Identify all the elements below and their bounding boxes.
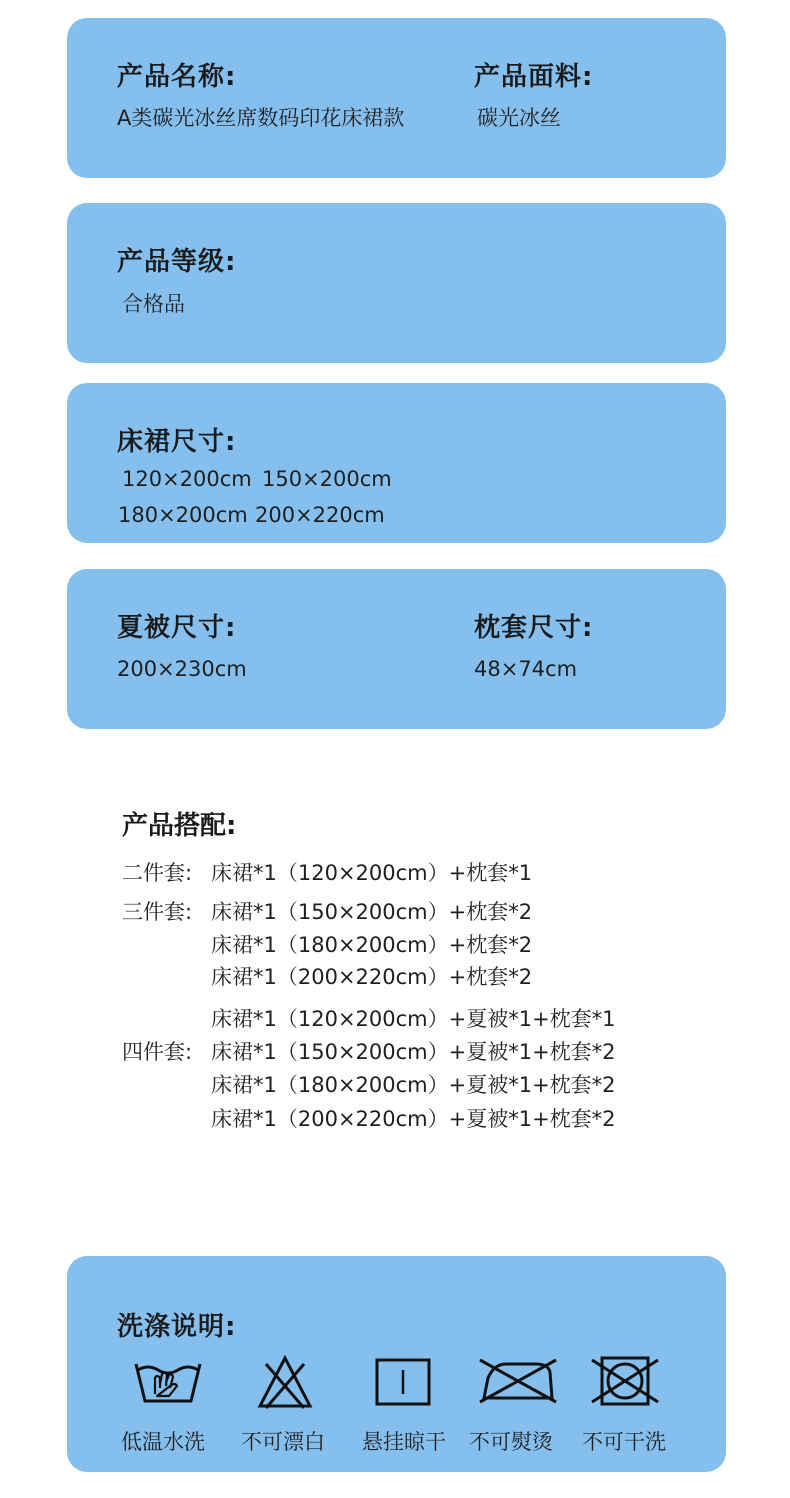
combo-line: 床裙*1（150×200cm）+夏被*1+枕套*2 [211, 1040, 616, 1064]
quilt-size-heading: 夏被尺寸: [117, 613, 237, 643]
bed-skirt-size-value: 150×200cm [262, 467, 392, 491]
low-temp-wash-label: 低温水洗 [121, 1430, 205, 1454]
combo-line: 床裙*1（200×220cm）+枕套*2 [211, 965, 533, 989]
pillow-size-heading: 枕套尺寸: [474, 613, 594, 643]
bed-skirt-size-heading: 床裙尺寸: [117, 427, 237, 457]
hang-dry-icon [375, 1358, 431, 1408]
combo-line: 床裙*1（120×200cm）+枕套*1 [211, 861, 533, 885]
product-fabric-heading: 产品面料: [474, 62, 594, 92]
no-dry-clean-icon [590, 1356, 660, 1406]
bed-skirt-size-card [67, 383, 726, 543]
product-name-heading: 产品名称: [117, 62, 237, 92]
product-grade-value: 合格品 [122, 292, 185, 316]
product-fabric-value: 碳光冰丝 [477, 106, 561, 130]
low-temp-wash-icon [133, 1354, 203, 1408]
product-name-card [67, 18, 726, 178]
product-name-value: A类碳光冰丝席数码印花床裙款 [117, 106, 405, 130]
three-piece-label: 三件套: [122, 900, 193, 924]
bed-skirt-size-value: 200×220cm [255, 503, 385, 527]
no-bleach-label: 不可漂白 [241, 1430, 325, 1454]
product-combo-heading: 产品搭配: [122, 811, 237, 841]
combo-line: 床裙*1（180×200cm）+枕套*2 [211, 933, 533, 957]
product-grade-heading: 产品等级: [117, 247, 237, 277]
combo-line: 床裙*1（150×200cm）+枕套*2 [211, 900, 533, 924]
no-iron-label: 不可熨烫 [469, 1430, 553, 1454]
four-piece-label: 四件套: [122, 1040, 193, 1064]
no-dry-clean-label: 不可干洗 [582, 1430, 666, 1454]
combo-line: 床裙*1（200×220cm）+夏被*1+枕套*2 [211, 1107, 616, 1131]
quilt-pillow-size-card [67, 569, 726, 729]
combo-line: 床裙*1（120×200cm）+夏被*1+枕套*1 [211, 1007, 616, 1031]
washing-instructions-card [67, 1256, 726, 1472]
bed-skirt-size-value: 180×200cm [118, 503, 248, 527]
bed-skirt-size-value: 120×200cm [122, 467, 252, 491]
no-bleach-icon [256, 1354, 314, 1412]
product-grade-card [67, 203, 726, 363]
quilt-size-value: 200×230cm [117, 657, 247, 681]
washing-heading: 洗涤说明: [117, 1312, 237, 1342]
pillow-size-value: 48×74cm [474, 657, 578, 681]
two-piece-label: 二件套: [122, 861, 193, 885]
no-iron-icon [476, 1358, 560, 1404]
combo-line: 床裙*1（180×200cm）+夏被*1+枕套*2 [211, 1073, 616, 1097]
hang-dry-label: 悬挂晾干 [362, 1430, 446, 1454]
